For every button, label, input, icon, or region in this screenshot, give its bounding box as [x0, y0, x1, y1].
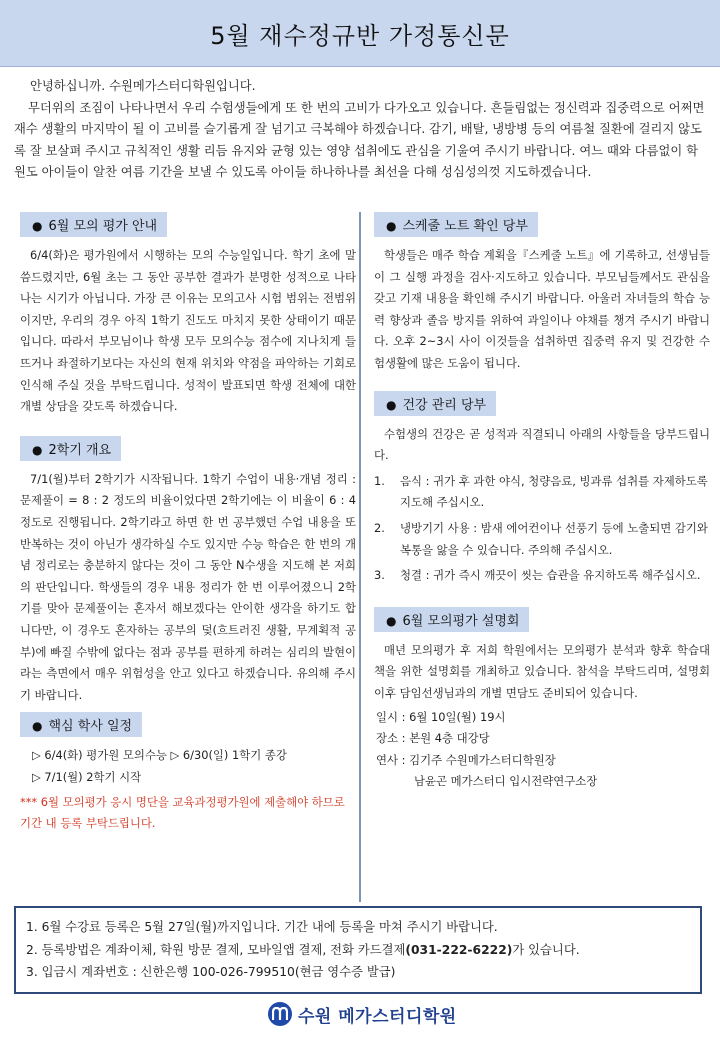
- briefing-info: [376, 707, 710, 793]
- bullet-icon: ●: [386, 613, 397, 628]
- notice-line: 2. 등록방법은 계좌이체, 학원 방문 결제, 모바일앱 결제, 전화 카드결제(031-222-6222)가 있습니다.: [26, 942, 580, 957]
- bullet-icon: ●: [386, 219, 397, 233]
- briefing-speaker: 남윤곤 메가스터디 입시전략연구소장: [414, 774, 598, 789]
- section-heading-schedule-note: ● 스케줄 노트 확인 당부: [374, 212, 538, 237]
- column-divider: [359, 212, 361, 902]
- bullet-icon: ●: [386, 397, 397, 412]
- schedule-list: [18, 745, 356, 788]
- bullet-icon: ●: [32, 442, 43, 457]
- mock-exam-text: 6/4(화)은 평가원에서 시행하는 모의 수능일입니다. 학기 초에 말씀드렸지만, 6월 초는 그 동안 공부한 결과가 분명한 성적으로 나타나는 시기가 아닙니다. 가장 큰 이유는 모의고사 시험 범위는 전범위이지만, 우리의 경우 아직 1학기 진도도 마치지 못한 상태이기 때문입니다. 따라서 부모님이나 학생 모두 모의수능 점수에 지나치게 들뜨거나 좌절하기보다는 자신의 현재 위치와 약점을 파악하는 기회로 인식해 주실 것을 부탁드립니다. 성적이 발표되면 학생 전체에 대한 개별 상담을 갖도록 하겠습니다.: [20, 248, 356, 414]
- bullet-icon: ●: [32, 219, 43, 233]
- page-title: 5월 재수정규반 가정통신문: [210, 21, 510, 50]
- health-text: 수험생의 건강은 곧 성적과 직결되니 아래의 사항들을 당부드립니다.: [374, 426, 710, 463]
- schedule-row: ▷ 7/1(월) 2학기 시작: [32, 769, 142, 784]
- registration-notice: *** 6월 모의평가 응시 명단을 교육과정평가원에 제출해야 하므로 기간 내 등록 부탁드립니다.: [20, 795, 345, 831]
- phone-number: (031-222-6222): [405, 942, 513, 957]
- notice-line: 3. 입금시 계좌번호 : 신한은행 100-026-799510(현금 영수증 발급): [26, 965, 396, 979]
- section-heading-mock-exam: ● 6월 모의 평가 안내: [20, 212, 167, 237]
- schedule-row: ▷ 6/4(화) 평가원 모의수능 ▷ 6/30(일) 1학기 종강: [32, 748, 287, 763]
- schedule-note-text: 학생들은 매주 학습 계획을『스케줄 노트』에 기록하고, 선생님들이 그 실행 과정을 검사·지도하고 있습니다. 부모님들께서도 관심을 갖고 기재 내용을 확인해 주시기 바랍니다. 아울러 자녀들의 학습 능력 향상과 졸음 방지를 위하여 과일이나 야채를 챙겨 주시기 바랍니다. 오후 2~3시 사이 이것들을 섭취하면 집중력 유지 및 건강한 수험생활에 많은 도움이 됩니다.: [374, 248, 710, 370]
- logo-icon: [268, 1002, 292, 1026]
- notice-line: 1. 6월 수강료 등록은 5월 27일(월)까지입니다. 기간 내에 등록을 마쳐 주시기 바랍니다.: [26, 920, 498, 934]
- briefing-place: 장소 : 본원 4층 대강당: [376, 731, 490, 746]
- section-heading-semester2: ● 2학기 개요: [20, 436, 121, 461]
- section-heading-health: ● 건강 관리 당부: [374, 391, 496, 416]
- logo-text: 수원 메가스터디학원: [298, 1006, 457, 1027]
- list-item: 2. 냉방기기 사용 : 밤새 에어컨이나 선풍기 등에 노출되면 감기와 복통을 앓을 수 있습니다. 주의해 주십시오.: [374, 520, 708, 557]
- bullet-icon: ●: [32, 719, 43, 734]
- list-item: 3. 청결 : 귀가 즉시 깨끗이 씻는 습관을 유지하도록 해주십시오.: [374, 568, 701, 583]
- intro-greeting: 안녕하십니까. 수원메가스터디학원입니다.: [30, 79, 256, 93]
- list-item: 1. 음식 : 귀가 후 과한 야식, 청량음료, 빙과류 섭취를 자제하도록 지도해 주십시오.: [374, 473, 708, 510]
- right-column: [370, 212, 710, 793]
- briefing-speaker: 연사 : 김기주 수원메가스터디학원장: [376, 752, 556, 767]
- left-column: [16, 212, 356, 834]
- notice-box: [14, 906, 702, 994]
- health-list: [370, 471, 710, 587]
- section-heading-schedule: ● 핵심 학사 일정: [20, 712, 142, 737]
- intro: [14, 76, 708, 184]
- section-heading-briefing: ● 6월 모의평가 설명회: [374, 607, 529, 632]
- briefing-date: 일시 : 6월 10일(월) 19시: [376, 709, 506, 724]
- academy-logo: [268, 1000, 457, 1028]
- page-title-bar: [0, 0, 720, 67]
- semester2-text: 7/1(월)부터 2학기가 시작됩니다. 1학기 수업이 내용·개념 정리 : 문제풀이 = 8 : 2 정도의 비율이었다면 2학기에는 이 비율이 6 : 4 정도로 진행됩니다. 2학기라고 하면 한 번 공부했던 수업 내용을 또 반복하는 것이 아닌가 생각하실 수도 있지만 수능 학습은 한 번의 개념 정리로는 충분하지 않다는 것이 그 동안 N수생을 지도해 본 저희의 판단입니다. 학생들의 경우 내용 정리가 한 번 이루어졌으니 2학기를 맞아 문제풀이는 혼자서 해보겠다는 안이한 생각을 하기도 합니다만, 이 경우도 혼자하는 공부의 덫(흐트러진 생활, 무계획적 공부)에 빠질 수밖에 없다는 점과 공부를 편하게 하려는 심리의 발현이라는 측면에서 매우 위험성을 안고 있다고 하겠습니다. 유의해 주시기 바랍니다.: [20, 471, 356, 702]
- briefing-text: 매년 모의평가 후 저희 학원에서는 모의평가 분석과 향후 학습대책을 위한 설명회를 개최하고 있습니다. 참석을 부탁드리며, 설명회 이후 담임선생님과의 개별 면담도 준비되어 있습니다.: [374, 642, 710, 700]
- intro-paragraph: 무더위의 조짐이 나타나면서 우리 수험생들에게 또 한 번의 고비가 다가오고 있습니다. 흔들림없는 정신력과 집중력으로 어쩌면 재수 생활의 마지막이 될 이 고비를 슬기롭게 잘 넘기고 극복해야 하겠습니다. 감기, 배탈, 냉방병 등의 여름철 질환에 걸리지 않도록 잘 보살펴 주시고 규칙적인 생활 리듬 유지와 균형 있는 영양 섭취에도 관심을 기울여 주시기 바랍니다. 여느 때와 다름없이 학원도 아이들이 알찬 여름 기간을 보낼 수 있도록 아이들 하나하나를 최선을 다해 성심성의껏 지도하겠습니다.: [14, 100, 705, 179]
